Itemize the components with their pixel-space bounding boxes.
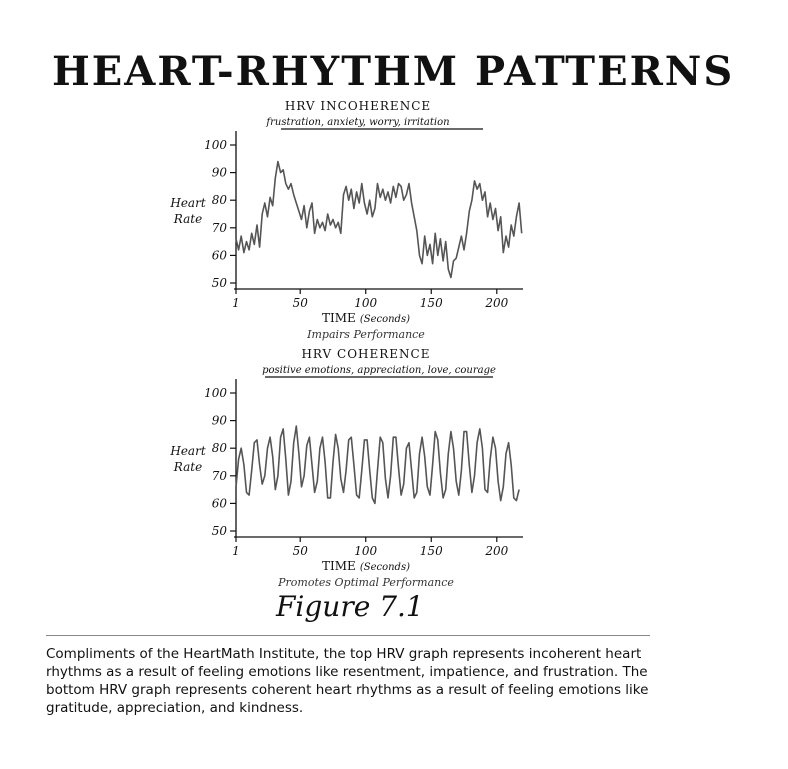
x-tick-label: 1 [232,296,240,310]
y-tick-label: 100 [204,386,227,400]
y-tick-label: 90 [211,165,227,180]
x-tick-label: 50 [292,296,308,310]
chart-title: HRV INCOHERENCE [284,99,432,113]
x-axis-label [322,311,410,325]
x-axis-label [322,559,410,573]
x-tick-label: 200 [485,296,509,310]
y-tick-label: 80 [211,193,227,208]
y-axis-label-line2: Rate [173,212,203,226]
y-tick-label: 90 [211,413,227,428]
x-axis-label-unit: (Seconds) [359,562,410,573]
y-axis-label-line1: Heart [170,444,206,458]
chart-hrv-coherence [150,343,550,593]
divider [46,635,650,636]
chart-hrv-incoherence [150,95,550,345]
x-axis-label-unit: (Seconds) [359,314,410,325]
y-tick-label: 60 [211,248,227,263]
page-title: HEART-RHYTHM PATTERNS [52,48,735,95]
x-tick-label: 1 [232,544,240,558]
y-axis-label-line2: Rate [173,460,203,474]
x-tick-label: 100 [354,544,378,558]
chart-subtitle: positive emotions, appreciation, love, courage [262,365,496,376]
series-line-heart-rate [236,426,519,503]
chart-caption: Impairs Performance [307,328,425,341]
y-axis-label-line1: Heart [170,196,206,210]
x-tick-label: 150 [419,296,443,310]
x-axis-label-main: TIME [322,311,356,325]
series-line-heart-rate [236,162,522,278]
x-tick-label: 50 [292,544,308,558]
x-tick-label: 100 [354,296,378,310]
y-tick-label: 70 [211,468,227,483]
x-tick-label: 150 [419,544,443,558]
y-tick-label: 100 [204,138,227,152]
y-tick-label: 80 [211,441,227,456]
y-tick-label: 50 [211,276,227,290]
y-tick-label: 60 [211,496,227,511]
y-tick-label: 50 [211,524,227,538]
x-axis-label-main: TIME [322,559,356,573]
y-tick-label: 70 [211,220,227,235]
caption-text: Compliments of the HeartMath Institute, the top HRV graph represents incoherent heart rhythms as a result of feeling emotions like resentment, impatience, and frustration. The bottom HRV graph represents coherent heart rhythms as a result of feeling emotions like gratitude, appreciation, and kindness. [46,646,649,716]
chart-title: HRV COHERENCE [301,347,431,361]
figure-label: Figure 7.1 [276,590,424,623]
chart-caption: Promotes Optimal Performance [278,576,454,589]
x-tick-label: 200 [485,544,509,558]
chart-subtitle: frustration, anxiety, worry, irritation [266,117,450,128]
